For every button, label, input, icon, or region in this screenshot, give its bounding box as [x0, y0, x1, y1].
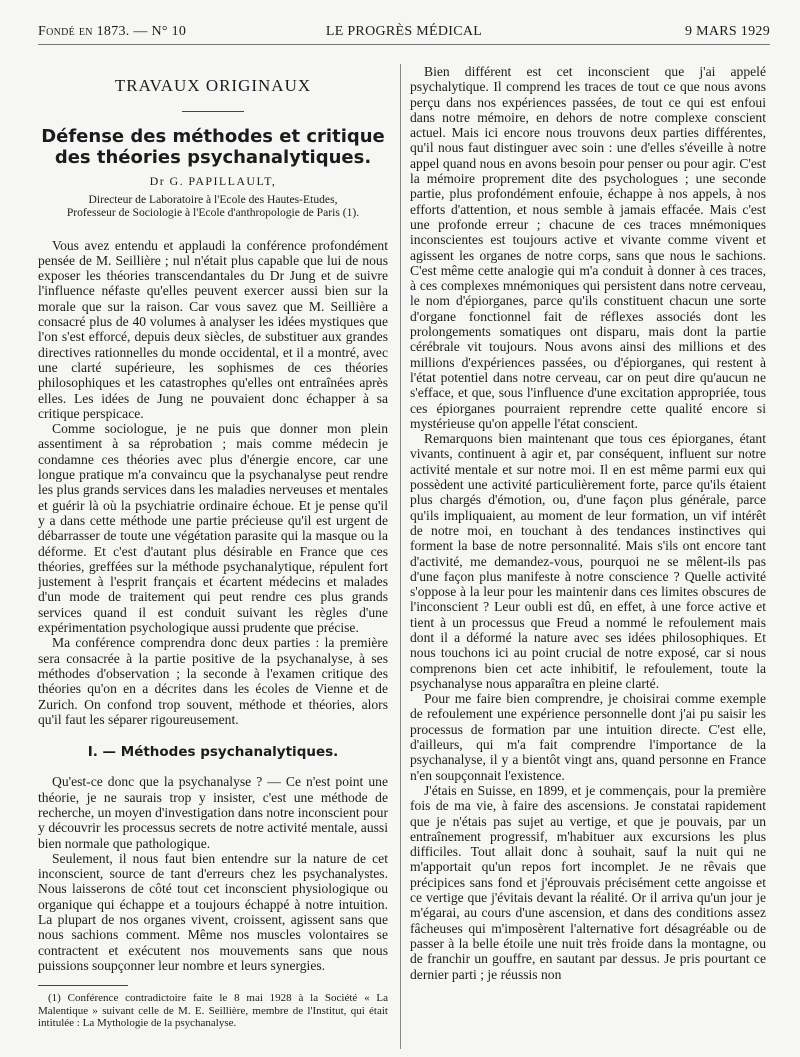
section-heading: I. — Méthodes psychanalytiques. [87, 744, 339, 761]
article-title [38, 126, 388, 168]
article-title-line-1: Défense des méthodes et critique [41, 126, 385, 148]
rubric-divider [182, 111, 244, 112]
body-paragraph: J'étais en Suisse, en 1899, et je commençais, pour la première fois de ma vie, à faire des ascensions. Je constatai rapidement que je n'étais pas sujet au vertige, et que je pouvais, par un entraînement progressif, m'habituer aux excursions les plus difficiles. Tout allait donc à souhait, sauf la nuit qui ne m'apportait qu'un repos fort incomplet. Je ne rêvais que précipices sans fond et j'éprouvais précisément cette angoisse et ce vertige que j'évitais devant la réalité. Or il arriva qu'un jour je m'égarai, au cours d'une ascension, et dans des conditions assez fâcheuses qui m'imposèrent l'alternative fort désagréable ou de passer à la belle étoile une nuit très froide dans la montagne, ou de franchir un gouffre, en sautant par dessus. Je pris pourtant ce dernier parti ; je réussis non [410, 782, 766, 982]
body-paragraph: Seulement, il nous faut bien entendre sur la nature de cet inconscient, source de tant d'erreurs chez les psychanalystes. Nous laisserons de côté tout cet inconscient physiologique ou organique qui échappe et a toujours échappé à notre intuition. La plupart de nos organes vivent, croissent, agissent sans que nous sachions comment. Même nos muscles volontaires se contractent et exécutent nos mouvements sans que nous puissions soupçonner leur nombre et leurs synergies. [38, 850, 388, 973]
body-paragraph: Comme sociologue, je ne puis que donner mon plein assentiment à sa réprobation ; mais comme médecin je condamne ces théories avec plus d'énergie encore, car une longue pratique m'a convaincu que la psychanalyse peut rendre les plus grands services dans les maladies nerveuses et mentales et guérir là où la psychiatrie ordinaire échoue. Et je pense qu'il y a dans cette méthode une partie précieuse qu'il est urgent de débarrasser de toute une végétation parasite qui la masque ou la déforme. Et c'est d'autant plus désirable en France que ces théories, greffées sur la méthode psychanalytique, répulent fort justement à l'esprit français et écartent médecins et malades d'un mode de traitement qui peut rendre ces plus grands services quand il est conduit suivant les règles d'une expérimentation psychologique aussi prudente que précise. [38, 421, 388, 636]
section-rubric: TRAVAUX ORIGINAUX [114, 76, 312, 95]
affiliation-line-1: Directeur de Laboratoire à l'Ecole des Hautes-Etudes, [88, 192, 338, 206]
left-column [38, 64, 388, 1049]
body-paragraph: Bien différent est cet inconscient que j'ai appelé psychalytique. Il comprend les traces de tout ce que nous avons perçu dans nos expériences passées, de tout ce qui est enfoui dans notre mémoire, en dehors de notre complexe conscient actuel. Mais ici encore nous trouvons deux parties différentes, qu'il nous faut distinguer avec soin : une d'elles s'éveille à notre appel quand nous en avons besoin pour penser ou pour agir. C'est la mémoire proprement dite des psychologues ; une seconde partie, plus profondément enfouie, échappe à nos appels, à nos efforts d'attention, et nous semble à jamais effacée. Mais c'est une profonde erreur ; chacune de ces traces mnémoniques inconscientes est toujours active et vivante comme vivent et agissent les organes de notre corps, sans que nous le sachions. C'est même cette analogie qui m'a conduit à donner à ces traces, à ces complexes mnémoniques qui persistent dans notre cerveau, le nom d'épiorganes, parce qu'ils constituent chacun une sorte d'organe fonctionnel fait de réflexes associés dont les prolongements somatiques ont disparu, mais dont la partie cérébrale vit toujours. Nous avons ainsi des millions et des millions d'expériences passées, ou d'épiorganes, qui restent à l'état potentiel dans notre cerveau, car on peut dire qu'aucun ne s'efface, et que, sous l'influence d'une excitation appropriée, tous ces épiorganes pourraient reprendre cette qualité encore si mystérieuse qu'on appelle l'état conscient. [410, 64, 766, 431]
footnote [38, 992, 388, 1030]
body-paragraph: Pour me faire bien comprendre, je choisirai comme exemple de refoulement une expérience personnelle dont j'ai pu saisir les processus de formation par une intuition directe. C'est elle, d'ailleurs, qui m'a fait comprendre l'importance de la psychanalyse, il y a bientôt vingt ans, quand personne en France n'en soupçonnait l'existence. [410, 691, 766, 783]
issue-date: 9 MARS 1929 [685, 24, 770, 39]
author-affiliation [38, 193, 388, 220]
body-paragraph: Qu'est-ce donc que la psychanalyse ? — Ce n'est point une théorie, je ne saurais trop y insister, c'est une méthode de recherche, un moyen d'investigation dans notre inconscient pour y découvrir les processus secrets de notre activité mentale, aussi bien normale que pathologique. [38, 774, 388, 851]
affiliation-line-2: Professeur de Sociologie à l'Ecole d'anthropologie de Paris (1). [66, 206, 360, 220]
body-paragraph: Remarquons bien maintenant que tous ces épiorganes, étant vivants, continuent à agir et, par conséquent, influent sur notre activité mentale et sur notre moi. Il en est même parmi eux qui possèdent une activité particulièrement forte, parce qu'ils étaient plus chargés d'émotion, ou, d'une façon plus générale, parce qu'ils impliquaient, au moment de leur formation, un vif intérêt de notre moi, en touchant à des tendances instinctives qui forment la base de notre personnalité. Mais s'ils ont encore tant d'activité, me demandez-vous, pourquoi ne se mêlent-ils pas d'une façon plus manifeste à notre conscience ? Quelle activité s'oppose à la leur pour les maintenir dans ces limites obscures de l'inconscient ? Leur oubli est dû, en effet, à une force active et tient à un processus que Freud a nommé le refoulement mais dont il a déformé la nature avec ses idées philosophiques. Et nous touchons ici au point crucial de notre exposé, car si nous comprenons bien cet acte inhibitif, le refoulement, toute la psychanalyse nous apparaîtra en pleine clarté. [410, 431, 766, 691]
journal-title: LE PROGRÈS MÉDICAL [325, 24, 483, 39]
body-paragraph: Ma conférence comprendra donc deux parties : la première sera consacrée à la partie positive de la psychanalyse, à ses méthodes d'observation ; la seconde à l'examen critique des théories qu'on en a décrites dans les écoles de Vienne et de Zurich. On confond trop souvent, méthode et théories, alors qu'il faut les séparer rigoureusement. [38, 635, 388, 727]
column-divider [400, 64, 401, 1049]
article-author: Dr G. PAPILLAULT, [149, 174, 277, 189]
footnote-divider [38, 985, 128, 986]
body-paragraph: Vous avez entendu et applaudi la conférence profondément pensée de M. Seillière ; nul n'était plus capable que lui de nous exposer les théories transcendantales du Dr Jung et de suivre l'influence néfaste qu'elles peuvent exercer aussi bien sur la morale que sur la raison. Car vous savez que M. Seillière a consacré plus de 40 volumes à analyser les idées mystiques que l'on s'est efforcé, depuis deux siècles, de substituer aux grandes directives rationnelles du monde occidental, et il a montré, avec une clarté supérieure, les sophismes de ces théories philosophiques et les catastrophes qu'elles ont entraînées après elles. Les idées de Jung ne pouvaient donc échapper à sa critique perspicace. [38, 237, 388, 421]
right-column [410, 64, 766, 1049]
article-title-line-2: des théories psychanalytiques. [54, 147, 372, 169]
footnote-text: (1) Conférence contradictoire faite le 8 mai 1928 à la Société « La Malentique » suivant celle de M. E. Seillière, membre de l'Institut, qui était intitulée : La Mythologie de la psychanalyse. [38, 992, 388, 1030]
running-head [38, 24, 770, 45]
founding-and-issue-number: Fondé en 1873. — N° 10 [38, 24, 187, 39]
